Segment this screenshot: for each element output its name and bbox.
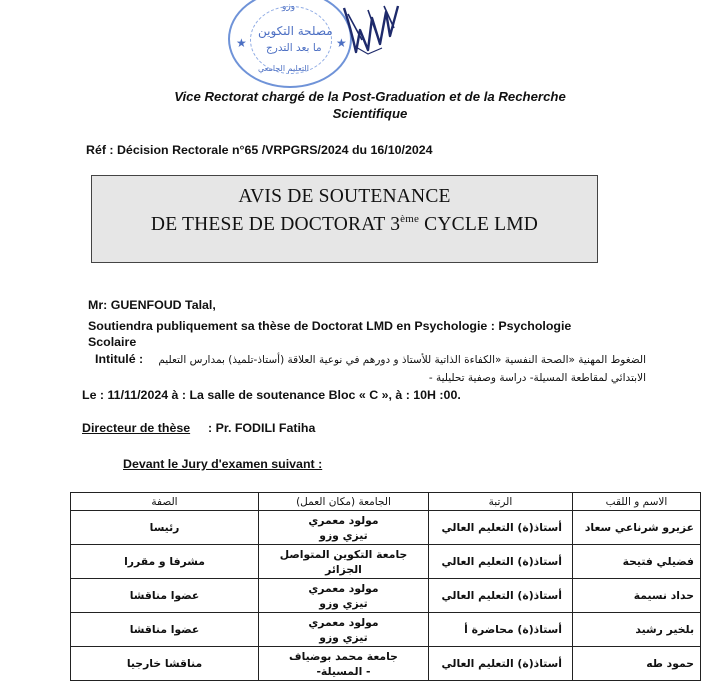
stamp-line-2: ما بعد التدرج — [266, 42, 322, 54]
vice-rectorat-heading — [80, 88, 660, 122]
jury-table — [70, 492, 701, 681]
table-row — [71, 579, 701, 613]
intitule-label: Intitulé : — [95, 352, 144, 366]
vice-rectorat-line-1: Vice Rectorat chargé de la Post-Graduation et de la Recherche — [174, 89, 566, 104]
jury-member-university — [259, 613, 429, 647]
jury-member-rank: أستاذ(ة) محاضرة أ — [429, 613, 573, 647]
jury-table-header — [71, 493, 701, 511]
candidate-name: Mr: GUENFOUD Talal, — [88, 298, 216, 312]
column-header-name: الاسم و اللقب — [573, 493, 701, 511]
stamp-arc-bottom-text: التعليم الجامعي — [258, 64, 309, 73]
university-line-2: تيزي وزو — [319, 596, 368, 610]
jury-member-name: فضيلي فتيحة — [573, 545, 701, 579]
university-line-2: تيزي وزو — [319, 528, 368, 542]
university-line-1: مولود معمري — [308, 513, 379, 527]
jury-member-role: عضوا مناقشا — [71, 579, 259, 613]
thesis-director-name: : Pr. FODILI Fatiha — [208, 421, 316, 435]
column-header-rank: الرتبة — [429, 493, 573, 511]
jury-member-role: مشرفا و مقررا — [71, 545, 259, 579]
jury-member-name: بلخير رشيد — [573, 613, 701, 647]
jury-member-university — [259, 545, 429, 579]
table-row — [71, 511, 701, 545]
title-line-2-prefix: DE THESE DE DOCTORAT 3 — [150, 214, 401, 235]
defense-date-location: Le : 11/11/2024 à : La salle de soutenance Bloc « C », à : 10H :00. — [82, 388, 461, 402]
university-line-2: الجزائر — [325, 562, 362, 576]
notice-title-box — [91, 175, 598, 263]
university-line-2: تيزي وزو — [319, 630, 368, 644]
jury-member-university — [259, 647, 429, 681]
stamp-arc-text: وزو — [282, 2, 296, 12]
title-line-2-suffix: CYCLE LMD — [419, 214, 539, 235]
stamp-line-1: مصلحة التكوين — [258, 24, 333, 38]
jury-member-role: رئيسا — [71, 511, 259, 545]
jury-member-rank: أستاذ(ة) التعليم العالي — [429, 545, 573, 579]
table-row — [71, 647, 701, 681]
university-line-1: جامعة محمد بوضياف — [289, 649, 398, 663]
jury-member-rank: أستاذ(ة) التعليم العالي — [429, 511, 573, 545]
defense-sentence-line-2: Scolaire — [88, 335, 137, 349]
university-line-2: - المسيلة- — [316, 664, 371, 678]
thesis-director-label: Directeur de thèse — [82, 421, 191, 435]
jury-member-role: عضوا مناقشا — [71, 613, 259, 647]
thesis-title-line-1: الضغوط المهنية «الصحة النفسية «الكفاءة الذاتية للأستاذ و دورهم في نوعية العلاقة (أستاذ-تلميذ) بمدارس التعليم — [158, 354, 646, 366]
jury-member-name: عزيرو شرناعي سعاد — [573, 511, 701, 545]
decision-reference: Réf : Décision Rectorale n°65 /VRPGRS/2024 du 16/10/2024 — [86, 143, 433, 157]
jury-heading: Devant le Jury d'examen suivant : — [123, 457, 323, 471]
table-row — [71, 545, 701, 579]
university-line-1: مولود معمري — [308, 615, 379, 629]
jury-member-name: حداد نسيمة — [573, 579, 701, 613]
university-line-1: مولود معمري — [308, 581, 379, 595]
jury-member-rank: أستاذ(ة) التعليم العالي — [429, 579, 573, 613]
stamp-star-icon: ★ — [336, 36, 347, 50]
column-header-role: الصفة — [71, 493, 259, 511]
vice-rectorat-line-2: Scientifique — [332, 106, 408, 121]
jury-member-rank: أستاذ(ة) التعليم العالي — [429, 647, 573, 681]
university-line-1: جامعة التكوين المتواصل — [279, 547, 408, 561]
column-header-university: الجامعة (مكان العمل) — [259, 493, 429, 511]
notice-title-line-1: AVIS DE SOUTENANCE — [238, 186, 451, 207]
jury-member-role: مناقشا خارجيا — [71, 647, 259, 681]
table-row — [71, 613, 701, 647]
jury-member-name: حمود طه — [573, 647, 701, 681]
jury-member-university — [259, 511, 429, 545]
signature-icon — [338, 0, 408, 60]
notice-title-line-2 — [92, 213, 597, 236]
jury-member-university — [259, 579, 429, 613]
thesis-title-line-2: الابتدائي لمقاطعة المسيلة- دراسة وصفية تحليلية - — [428, 372, 646, 384]
title-line-2-superscript: ème — [400, 213, 420, 225]
stamp-star-icon: ★ — [236, 36, 247, 50]
defense-sentence-line-1: Soutiendra publiquement sa thèse de Doctorat LMD en Psychologie : Psychologie — [88, 319, 572, 333]
